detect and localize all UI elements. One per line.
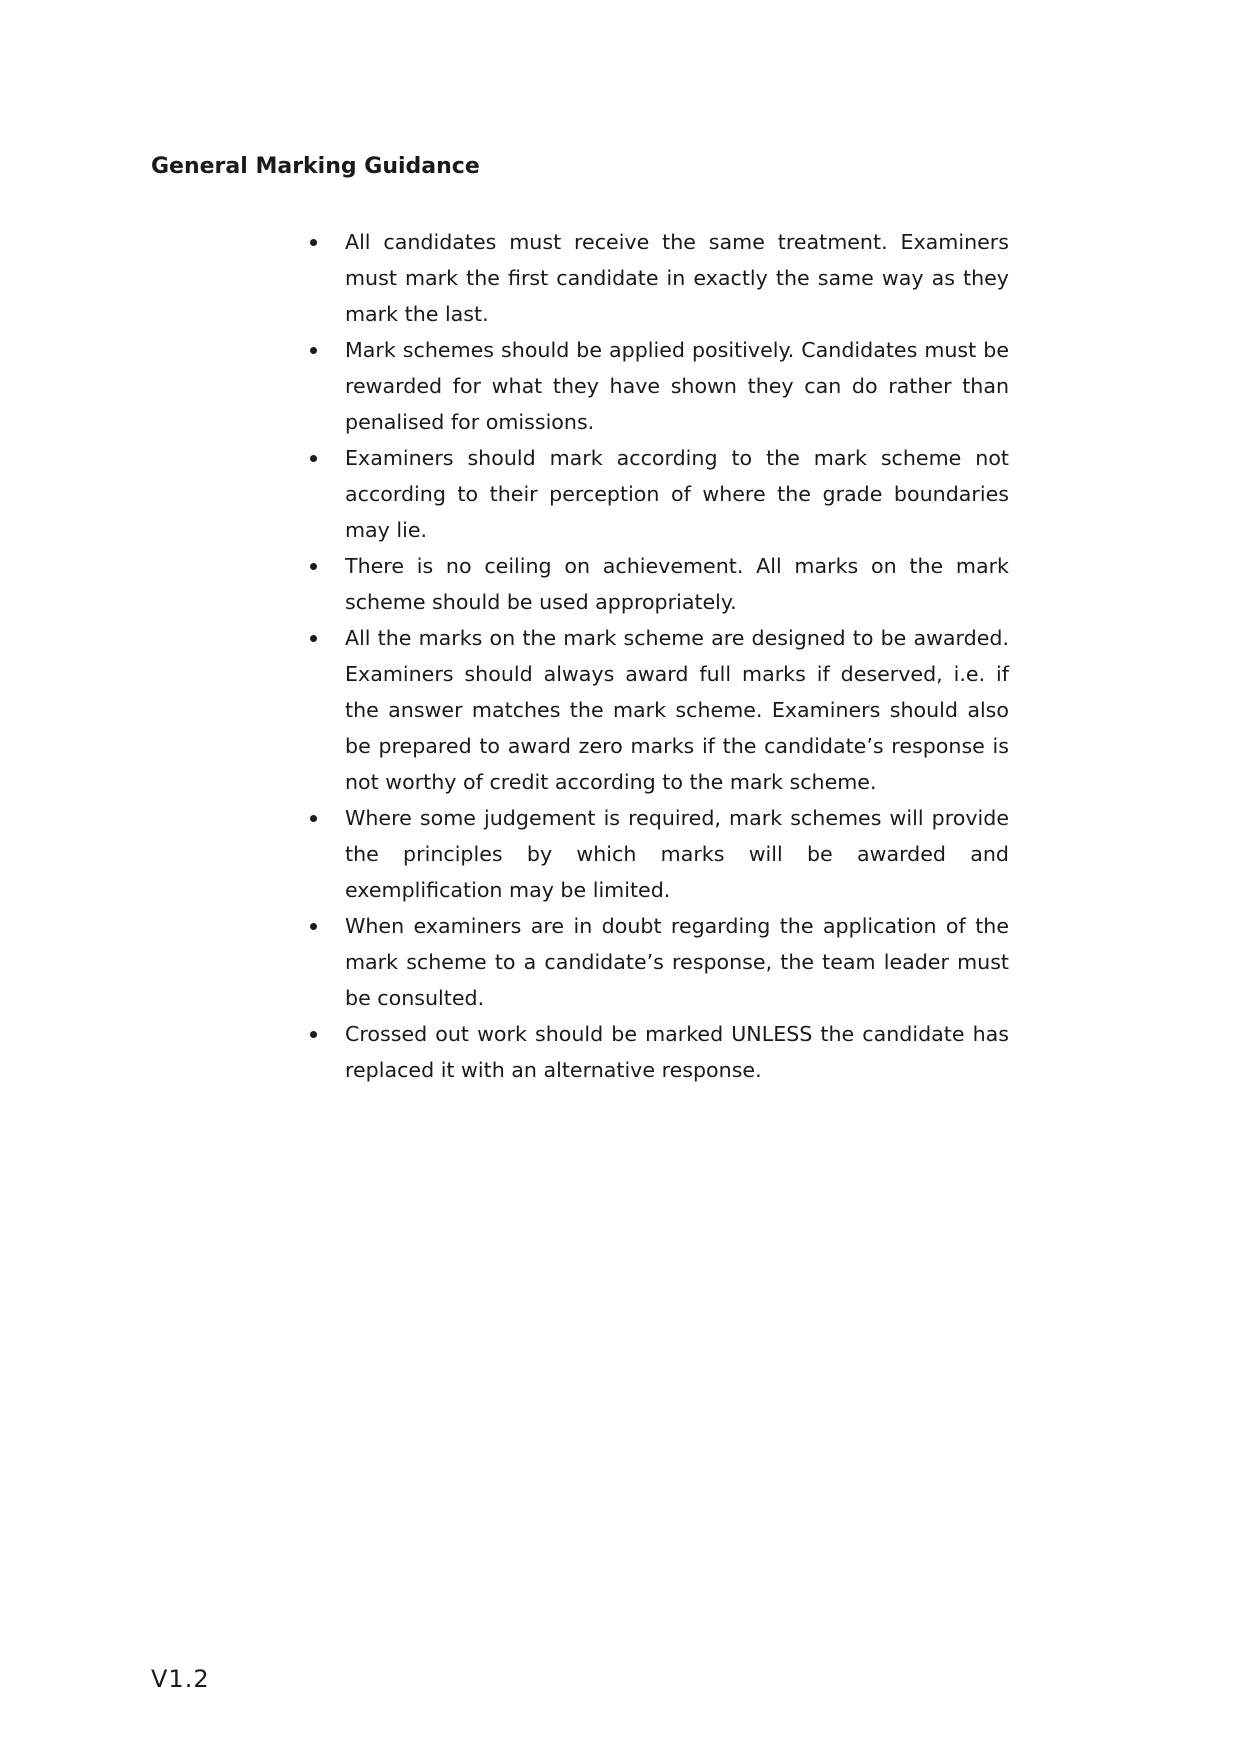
bullet-icon (310, 1031, 317, 1038)
guidance-item-text: When examiners are in doubt regarding the application of the mark scheme to a candidate’s response, the team leader must be consulted. (345, 914, 1009, 1010)
bullet-icon (310, 923, 317, 930)
guidance-item (306, 224, 1009, 332)
version-label: V1.2 (151, 1665, 210, 1693)
guidance-item-text: Mark schemes should be applied positively. Candidates must be rewarded for what they have shown they can do rather than penalised for omissions. (345, 338, 1009, 434)
guidance-item-text: Where some judgement is required, mark schemes will provide the principles by which marks will be awarded and exemplification may be limited. (345, 806, 1009, 902)
guidance-item (306, 332, 1009, 440)
guidance-item (306, 800, 1009, 908)
bullet-icon (310, 815, 317, 822)
bullet-icon (310, 347, 317, 354)
guidance-item-text: All candidates must receive the same treatment. Examiners must mark the first candidate in exactly the same way as they mark the last. (345, 230, 1009, 326)
bullet-icon (310, 635, 317, 642)
guidance-item-text: There is no ceiling on achievement. All marks on the mark scheme should be used appropriately. (345, 554, 1009, 614)
bullet-icon (310, 239, 317, 246)
guidance-item (306, 548, 1009, 620)
guidance-item (306, 1016, 1009, 1088)
guidance-item-text: All the marks on the mark scheme are designed to be awarded. Examiners should always award full marks if deserved, i.e. if the answer matches the mark scheme. Examiners should also be prepared to award zero marks if the candidate’s response is not worthy of credit according to the mark scheme. (345, 626, 1009, 794)
guidance-list (306, 224, 1009, 1088)
guidance-item-text: Crossed out work should be marked UNLESS the candidate has replaced it with an alternative response. (345, 1022, 1009, 1082)
guidance-item-text: Examiners should mark according to the mark scheme not according to their perception of where the grade boundaries may lie. (345, 446, 1009, 542)
bullet-icon (310, 563, 317, 570)
guidance-item (306, 440, 1009, 548)
guidance-item (306, 908, 1009, 1016)
page-title: General Marking Guidance (151, 154, 480, 179)
bullet-icon (310, 455, 317, 462)
guidance-item (306, 620, 1009, 800)
